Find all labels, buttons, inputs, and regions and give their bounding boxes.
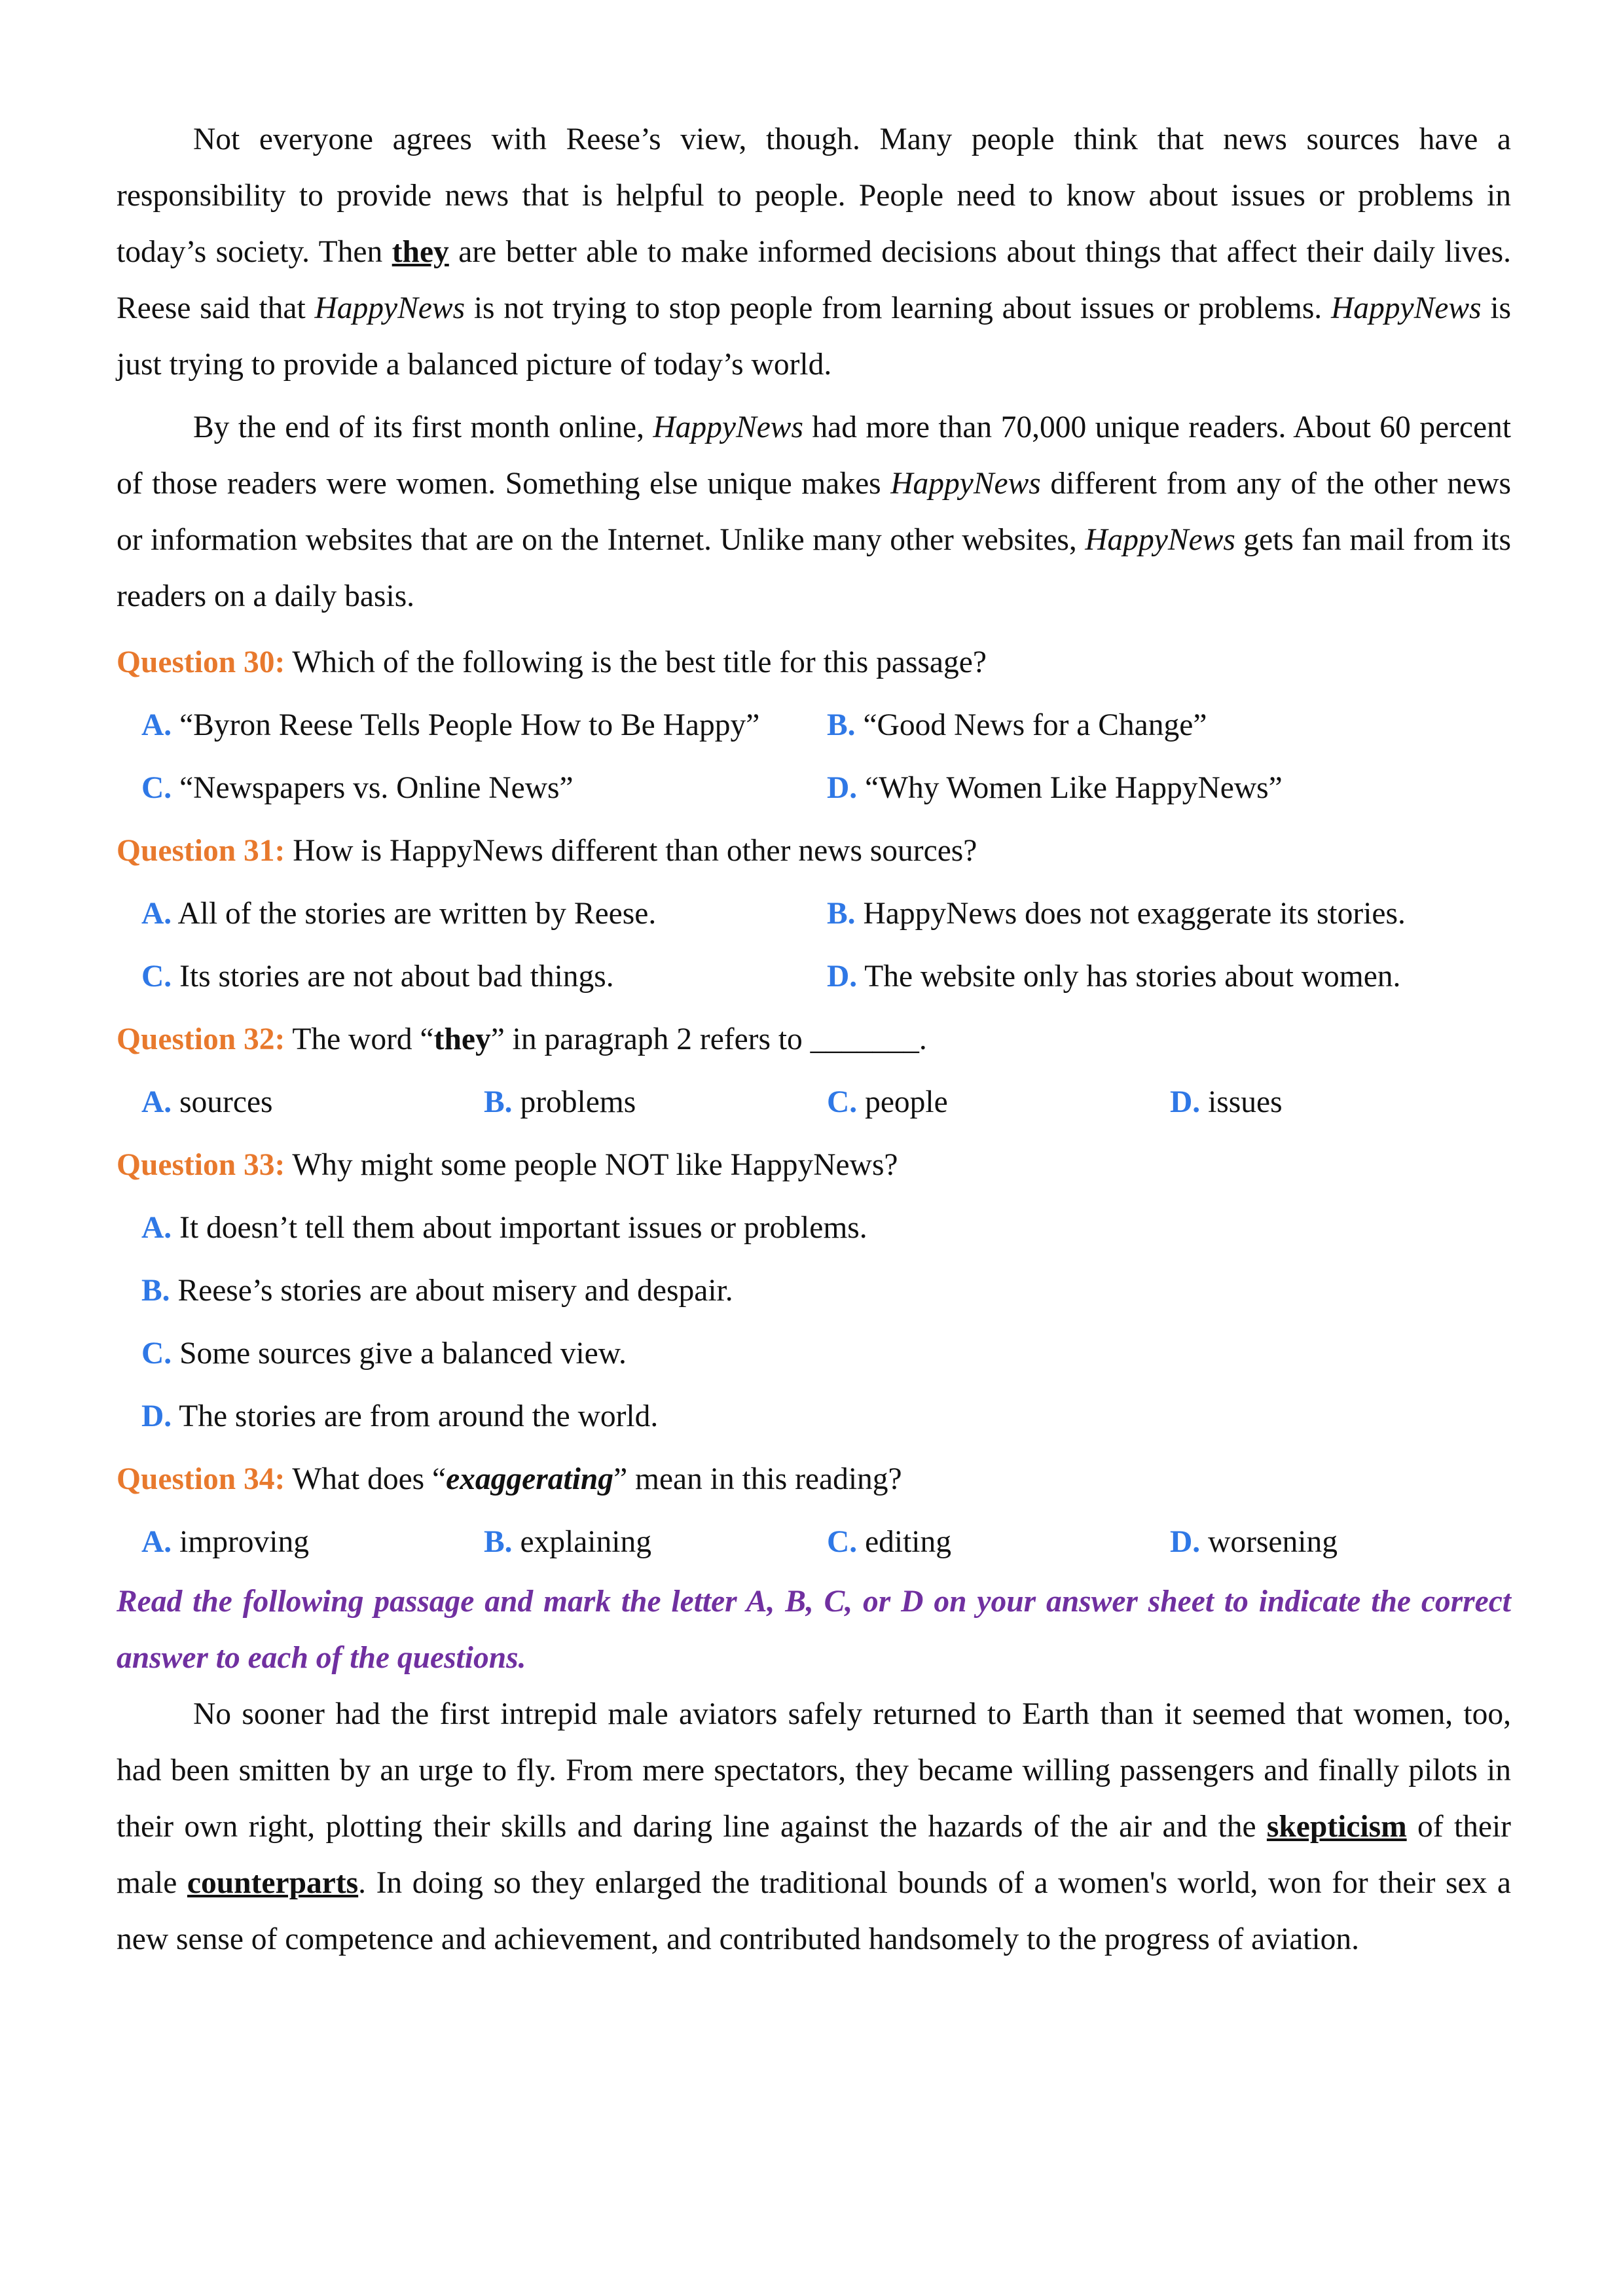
question-text: What does “	[285, 1462, 447, 1496]
option-text: improving	[172, 1525, 309, 1559]
text: gets fan mail from its readers on a daily basis.	[117, 523, 1511, 613]
option-text: problems	[512, 1085, 636, 1119]
option-b[interactable]	[484, 1071, 636, 1134]
option-text: “Newspapers vs. Online News”	[172, 771, 574, 805]
option-c[interactable]	[141, 757, 574, 819]
option-c[interactable]	[827, 1071, 948, 1134]
reading-instruction: Read the following passage and mark the letter A, B, C, or D on your answer sheet to indicate the correct answer to each of the questions.	[117, 1585, 1511, 1675]
option-text: HappyNews does not exaggerate its stories.	[855, 897, 1406, 931]
option-text: sources	[172, 1085, 273, 1119]
option-a[interactable]	[141, 882, 656, 945]
option-d[interactable]	[827, 945, 1400, 1008]
text: had more than 70,000 unique readers. About 60 percent of those readers were women. Something else unique makes	[117, 410, 1511, 501]
option-letter: C.	[141, 960, 172, 994]
option-letter: D.	[141, 1399, 172, 1433]
options-row	[117, 1322, 1511, 1385]
option-c[interactable]	[827, 1511, 951, 1573]
option-c[interactable]	[141, 945, 614, 1008]
option-text: “Why Women Like HappyNews”	[857, 771, 1283, 805]
italic-title: HappyNews	[653, 410, 803, 444]
option-text: issues	[1200, 1085, 1283, 1119]
option-letter: D.	[827, 960, 858, 994]
option-d[interactable]	[1170, 1071, 1283, 1134]
text: Not everyone agrees with Reese’s view, though. Many people think that news sources have a responsibility to provide news that is helpful to people. People need to know about issues or problems in today’s society. Then	[117, 122, 1511, 269]
italic-title: HappyNews	[1330, 291, 1482, 325]
question-keyword: exaggerating	[446, 1462, 614, 1496]
text: is not trying to stop people from learning about issues or problems.	[465, 291, 1331, 325]
passage2-paragraph1	[117, 1686, 1511, 1967]
question-text: ” in paragraph 2 refers to _______.	[490, 1022, 927, 1056]
question-label: Question 31:	[117, 834, 285, 868]
option-d[interactable]	[1170, 1511, 1338, 1573]
options-row	[117, 882, 1511, 945]
option-text: worsening	[1200, 1525, 1338, 1559]
text: different from any of the other news or information websites that are on the Internet. Unlike many other websites,	[117, 467, 1512, 557]
option-letter: B.	[827, 897, 856, 931]
option-letter: A.	[141, 1085, 172, 1119]
option-letter: C.	[827, 1085, 858, 1119]
question-text: ” mean in this reading?	[613, 1462, 902, 1496]
document-page	[117, 111, 1511, 1974]
options-row	[117, 1196, 1511, 1259]
question-30	[117, 631, 1511, 694]
options-row	[117, 1385, 1511, 1448]
italic-title: HappyNews	[314, 291, 465, 325]
option-text: editing	[857, 1525, 951, 1559]
option-a[interactable]	[141, 1071, 273, 1134]
option-b[interactable]	[827, 882, 1406, 945]
options-row	[117, 1071, 1511, 1134]
option-b[interactable]	[484, 1511, 651, 1573]
question-text: How is HappyNews different than other news sources?	[285, 834, 977, 868]
option-letter: A.	[141, 1525, 172, 1559]
text: are better able to make informed decisions about things that affect their daily lives. Reese said that	[117, 235, 1511, 325]
text: No sooner had the first intrepid male aviators safely returned to Earth than it seemed that women, too, had been smitten by an urge to fly. From mere spectators, they became willing passengers and finally pilots in their own right, plotting their skills and daring line against the hazards of the air and the	[117, 1697, 1511, 1844]
option-b[interactable]	[827, 694, 1207, 757]
question-34	[117, 1448, 1511, 1511]
text: of their male	[117, 1810, 1511, 1900]
option-letter: C.	[141, 1336, 172, 1371]
question-text: The word “	[285, 1022, 434, 1056]
option-letter: B.	[484, 1085, 513, 1119]
option-a[interactable]	[141, 1196, 867, 1259]
option-letter: A.	[141, 1211, 172, 1245]
passage1-paragraph3	[117, 399, 1511, 624]
option-text: Reese’s stories are about misery and despair.	[170, 1274, 733, 1308]
option-a[interactable]	[141, 694, 759, 757]
passage1-paragraph2	[117, 111, 1511, 393]
underlined-word-counterparts: counterparts	[187, 1866, 359, 1900]
question-label: Question 33:	[117, 1148, 285, 1182]
option-a[interactable]	[141, 1511, 309, 1573]
question-text: Which of the following is the best title for this passage?	[285, 645, 987, 679]
option-letter: D.	[1170, 1525, 1201, 1559]
question-text: Why might some people NOT like HappyNews?	[285, 1148, 898, 1182]
option-letter: C.	[141, 771, 172, 805]
option-text: people	[857, 1085, 948, 1119]
option-letter: D.	[1170, 1085, 1201, 1119]
options-row	[117, 1511, 1511, 1573]
option-text: All of the stories are written by Reese.	[172, 897, 657, 931]
question-keyword: they	[433, 1022, 491, 1056]
text: By the end of its first month online,	[193, 410, 653, 444]
question-label: Question 30:	[117, 645, 285, 679]
question-32	[117, 1008, 1511, 1071]
question-label: Question 34:	[117, 1462, 285, 1496]
option-text: “Good News for a Change”	[855, 708, 1207, 742]
option-d[interactable]	[827, 757, 1283, 819]
question-31	[117, 819, 1511, 882]
option-letter: B.	[827, 708, 856, 742]
option-text: The stories are from around the world.	[172, 1399, 659, 1433]
option-text: explaining	[512, 1525, 651, 1559]
underlined-word-they: they	[392, 235, 449, 269]
italic-title: HappyNews	[1085, 523, 1235, 557]
option-text: It doesn’t tell them about important issues or problems.	[172, 1211, 867, 1245]
option-c[interactable]	[141, 1322, 627, 1385]
options-row	[117, 945, 1511, 1008]
option-letter: B.	[484, 1525, 513, 1559]
option-letter: C.	[827, 1525, 858, 1559]
option-letter: B.	[141, 1274, 170, 1308]
question-label: Question 32:	[117, 1022, 285, 1056]
text: . In doing so they enlarged the traditional bounds of a women's world, won for their sex a new sense of competence and achievement, and contributed handsomely to the progress of aviation.	[117, 1866, 1511, 1956]
options-row	[117, 694, 1511, 757]
option-text: Its stories are not about bad things.	[172, 960, 614, 994]
option-letter: A.	[141, 897, 172, 931]
option-text: “Byron Reese Tells People How to Be Happy”	[172, 708, 760, 742]
option-text: Some sources give a balanced view.	[172, 1336, 627, 1371]
options-row	[117, 757, 1511, 819]
option-b[interactable]	[141, 1259, 733, 1322]
italic-title: HappyNews	[890, 467, 1041, 501]
text: is just trying to provide a balanced picture of today’s world.	[117, 291, 1512, 382]
options-row	[117, 1259, 1511, 1322]
option-letter: A.	[141, 708, 172, 742]
underlined-word-skepticism: skepticism	[1266, 1810, 1407, 1844]
option-d[interactable]	[141, 1385, 658, 1448]
option-text: The website only has stories about women.	[857, 960, 1401, 994]
option-letter: D.	[827, 771, 858, 805]
question-33	[117, 1134, 1511, 1196]
